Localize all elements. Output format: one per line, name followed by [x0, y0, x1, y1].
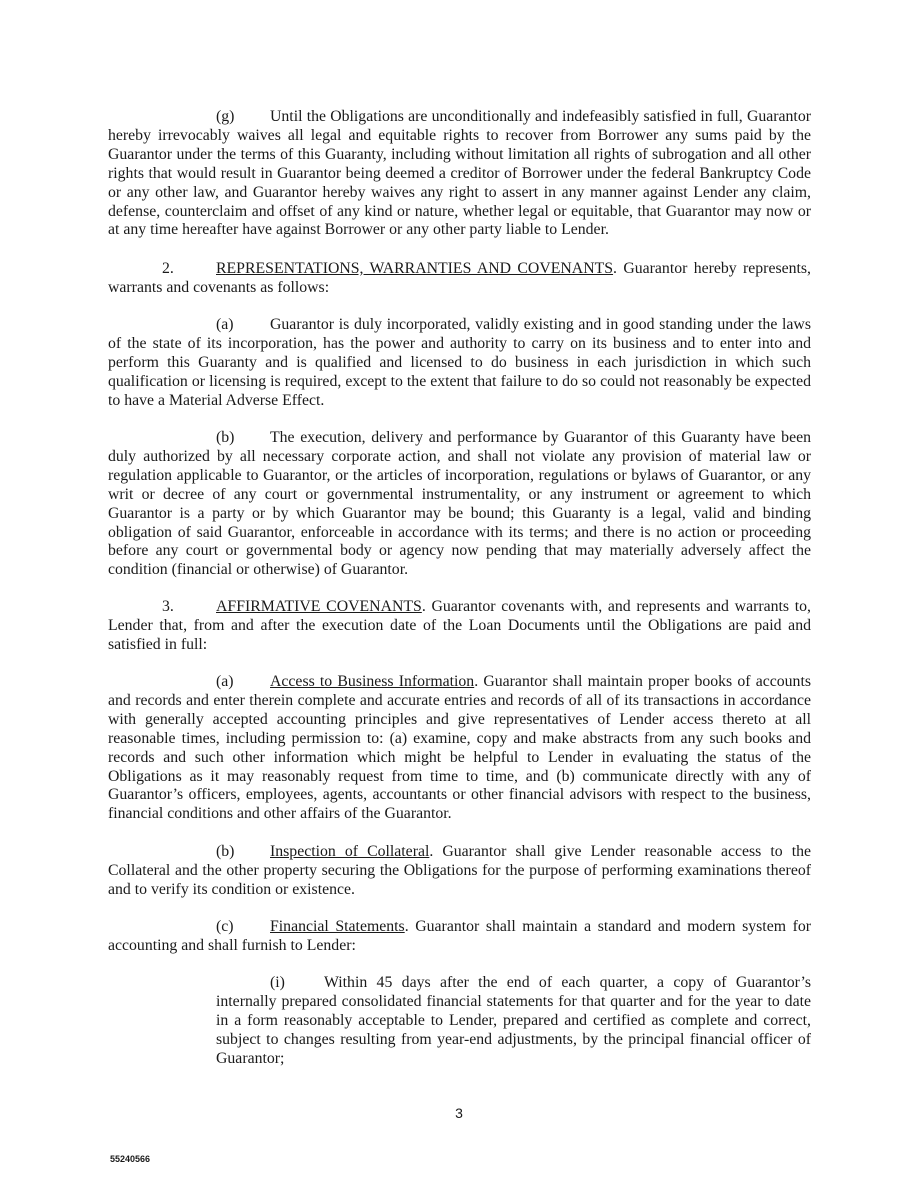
paragraph-text: Guarantor is duly incorporated, validly existing and in good standing under the laws of the state of its incorporation, has the power and authority to carry on its business and to enter into and perform this Guaranty and is qualified and licensed to do business in each jurisdiction in which such qualification or licensing is required, except to the extent that failure to do so could not reasonably be expected to have a Material Adverse Effect.	[108, 316, 811, 409]
document-id: 55240566	[110, 1154, 151, 1164]
paragraph-label: (b)	[216, 843, 235, 860]
section-number: 2.	[162, 260, 174, 277]
paragraph-text: . Guarantor shall give Lender reasonable access to the Collateral and the other property securing the Obligations for the purpose of performing examinations thereof and to verify its condition or existence.	[108, 843, 811, 898]
section-number: 3.	[162, 598, 174, 615]
paragraph-2a	[108, 316, 811, 411]
paragraph-text: . Guarantor shall maintain proper books of accounts and records and enter therein complete and accurate entries and records of all of its transactions in accordance with generally accepted accounting principles and give representatives of Lender access thereto at all reasonable times, including permission to: (a) examine, copy and make abstracts from any such books and records and such other information which might be helpful to Lender in evaluating the status of the Obligations as it may reasonably request from time to time, and (b) communicate directly with any of Guarantor’s officers, employees, agents, accountants or other financial advisors with respect to the business, financial conditions and other affairs of the Guarantor.	[108, 673, 811, 823]
section-text: . Guarantor hereby represents, warrants and covenants as follows:	[108, 260, 811, 296]
paragraph-3a	[108, 673, 811, 824]
paragraph-text: Within 45 days after the end of each quarter, a copy of Guarantor’s internally prepared consolidated financial statements for that quarter and for the year to date in a form reasonably acceptable to Lender, prepared and certified as complete and correct, subject to changes resulting from year-end adjustments, by the principal financial officer of Guarantor;	[216, 974, 811, 1067]
section-3	[108, 598, 811, 655]
paragraph-heading: Inspection of Collateral	[270, 843, 430, 860]
paragraph-text: Until the Obligations are unconditionally and indefeasibly satisfied in full, Guarantor hereby irrevocably waives all legal and equitable rights to recover from Borrower any sums paid by the Guarantor under the terms of this Guaranty, including without limitation all rights of subrogation and all other rights that would result in Guarantor being deemed a creditor of Borrower under the federal Bankruptcy Code or any other law, and Guarantor hereby waives any right to assert in any manner against Lender any claim, defense, counterclaim and offset of any kind or nature, whether legal or equitable, that Guarantor may now or at any time hereafter have against Borrower or any other party liable to Lender.	[108, 108, 811, 239]
paragraph-heading: Access to Business Information	[270, 673, 475, 690]
paragraph-1g	[108, 108, 811, 240]
paragraph-label: (c)	[216, 918, 234, 935]
section-heading: AFFIRMATIVE COVENANTS	[216, 598, 422, 615]
section-heading: REPRESENTATIONS, WARRANTIES AND COVENANTS	[216, 260, 614, 277]
paragraph-label: (a)	[216, 673, 234, 690]
paragraph-label: (a)	[216, 316, 234, 333]
paragraph-label: (g)	[216, 108, 235, 125]
paragraph-label: (i)	[270, 974, 285, 991]
paragraph-3b	[108, 843, 811, 900]
paragraph-text: The execution, delivery and performance by Guarantor of this Guaranty have been duly authorized by all necessary corporate action, and shall not violate any provision of material law or regulation applicable to Guarantor, or the articles of incorporation, regulations or bylaws of Guarantor, or any writ or decree of any court or governmental instrumentality, or any instrument or agreement to which Guarantor is a party or by which Guarantor may be bound; this Guaranty is a legal, valid and binding obligation of said Guarantor, enforceable in accordance with its terms; and there is no action or proceeding before any court or governmental body or agency now pending that may materially adversely affect the condition (financial or otherwise) of Guarantor.	[108, 429, 811, 579]
paragraph-2b	[108, 429, 811, 580]
paragraph-label: (b)	[216, 429, 235, 446]
paragraph-heading: Financial Statements	[270, 918, 405, 935]
paragraph-3c-i	[216, 974, 811, 1069]
paragraph-3c	[108, 918, 811, 956]
section-2	[108, 260, 811, 298]
paragraph-text: . Guarantor shall maintain a standard and modern system for accounting and shall furnish to Lender:	[108, 918, 811, 954]
section-text: . Guarantor covenants with, and represents and warrants to, Lender that, from and after the execution date of the Loan Documents until the Obligations are paid and satisfied in full:	[108, 598, 811, 653]
page-number: 3	[455, 1105, 463, 1121]
